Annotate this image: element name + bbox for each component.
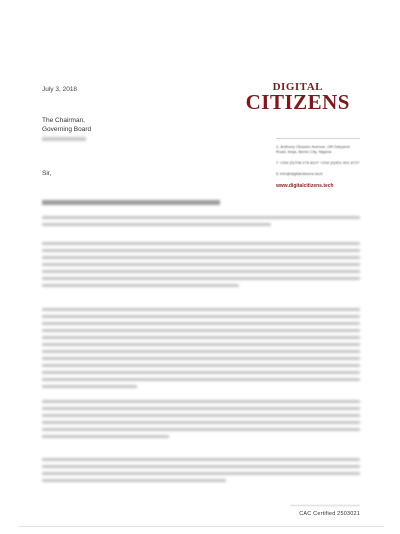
paragraph-3-redacted (42, 308, 360, 392)
paragraph-1-redacted (42, 216, 360, 230)
letter-page (18, 60, 384, 527)
recipient-address-redacted (42, 137, 86, 141)
letter-date: July 3, 2018 (42, 86, 78, 93)
company-phone: T +234 (0)708 278 8107 +234 (0)901 901 8727 (276, 160, 360, 165)
footer-divider (290, 505, 360, 506)
recipient-block (42, 116, 91, 141)
paragraph-2-redacted (42, 242, 360, 291)
sidebar-divider (276, 138, 360, 139)
paragraph-4-redacted (42, 400, 360, 442)
logo-line-2: CITIZENS (245, 90, 350, 114)
certification-text: CAC Certified 2503021 (299, 511, 360, 517)
recipient-org: Governing Board (42, 126, 92, 133)
paragraph-5-redacted (42, 458, 360, 486)
recipient-title: The Chairman, (42, 117, 85, 124)
company-website: www.digitalcitizens.tech (276, 183, 334, 189)
salutation: Sir, (42, 170, 52, 177)
subject-line-redacted (42, 200, 220, 205)
contact-sidebar (276, 138, 360, 189)
logo-line-1: DIGITAL (272, 81, 323, 93)
company-address: 2, Anthony Oluseko Avenue, Off Odeyemi Road, Ikeja, Benin City, Nigeria (276, 144, 350, 154)
company-email: E info@digitalcitizens.tech (276, 171, 323, 176)
company-logo (246, 82, 350, 112)
